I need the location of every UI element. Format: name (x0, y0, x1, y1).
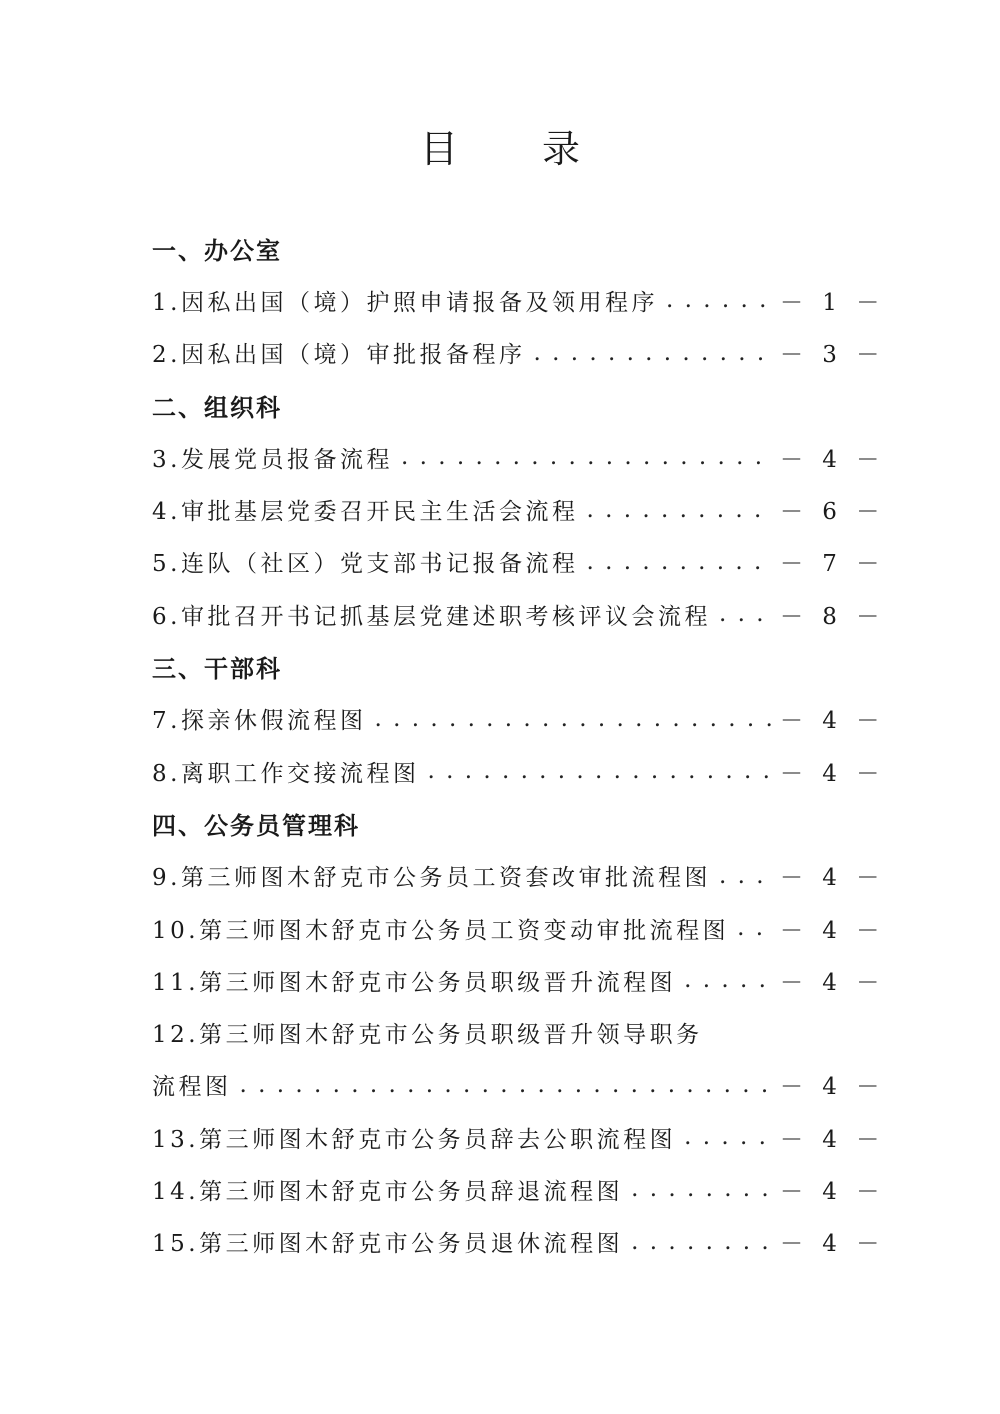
dot-leader (586, 549, 772, 575)
toc-entry-page: － 4 － (780, 1074, 886, 1101)
toc-entry[interactable] (152, 1111, 886, 1163)
section-heading-cadre: 三、干部科 (152, 655, 282, 684)
dot-leader (666, 287, 772, 313)
toc-entry[interactable] (152, 274, 886, 326)
dot-leader (586, 497, 772, 523)
toc-entry-page: － 4 － (780, 865, 886, 892)
toc-entry-label: 6.审批召开书记抓基层党建述职考核评议会流程 (152, 603, 711, 630)
toc-entry[interactable] (152, 536, 886, 588)
toc-entry-label: 10.第三师图木舒克市公务员工资变动审批流程图 (152, 917, 730, 944)
toc-entry-label: 7.探亲休假流程图 (152, 708, 367, 735)
toc-entry[interactable] (152, 693, 886, 745)
section-heading-organization: 二、组织科 (152, 393, 282, 422)
toc-entry-page: － 4 － (780, 1231, 886, 1258)
toc-entry[interactable] (152, 483, 886, 535)
dot-leader (401, 444, 772, 470)
toc-entry-page: － 4 － (780, 917, 886, 944)
toc-entry-page: － 4 － (780, 446, 886, 473)
toc-entry-continuation[interactable] (152, 1059, 886, 1111)
toc-entry-label: 3.发展党员报备流程 (152, 446, 393, 473)
toc-entry-label: 2.因私出国（境）审批报备程序 (152, 342, 526, 369)
toc-entry-label: 5.连队（社区）党支部书记报备流程 (152, 551, 579, 578)
toc-entry-page: － 3 － (780, 342, 886, 369)
dot-leader (533, 340, 772, 366)
toc-entry[interactable] (152, 850, 886, 902)
toc-entry-label: 11.第三师图木舒克市公务员职级晋升流程图 (152, 969, 677, 996)
toc-entry-page: － 6 － (780, 499, 886, 526)
dot-leader (719, 601, 772, 627)
dot-leader (719, 863, 772, 889)
toc-entry-label-continuation: 流程图 (152, 1074, 232, 1101)
section-heading-office: 一、办公室 (152, 236, 282, 265)
toc-entry-page: － 7 － (780, 551, 886, 578)
toc-entry[interactable] (152, 588, 886, 640)
toc-entry-page: － 1 － (780, 289, 886, 316)
toc-entry-label: 15.第三师图木舒克市公务员退休流程图 (152, 1231, 624, 1258)
dot-leader (374, 706, 772, 732)
table-of-contents (152, 222, 886, 1268)
toc-entry-label: 14.第三师图木舒克市公务员辞退流程图 (152, 1178, 624, 1205)
page-title: 目 录 (419, 127, 617, 171)
toc-entry[interactable] (152, 745, 886, 797)
toc-entry-label: 13.第三师图木舒克市公务员辞去公职流程图 (152, 1126, 677, 1153)
toc-entry-page: － 4 － (780, 969, 886, 996)
toc-entry[interactable] (152, 1216, 886, 1268)
dot-leader (427, 758, 772, 784)
toc-entry[interactable] (152, 431, 886, 483)
toc-entry-page: － 4 － (780, 1126, 886, 1153)
toc-entry[interactable] (152, 327, 886, 379)
toc-entry-label: 8.离职工作交接流程图 (152, 760, 420, 787)
toc-entry-label: 12.第三师图木舒克市公务员职级晋升领导职务 (152, 1022, 703, 1049)
toc-entry-label: 4.审批基层党委召开民主生活会流程 (152, 499, 579, 526)
toc-entry[interactable] (152, 1163, 886, 1215)
toc-entry-label: 1.因私出国（境）护照申请报备及领用程序 (152, 289, 658, 316)
dot-leader (684, 967, 772, 993)
toc-entry-label: 9.第三师图木舒克市公务员工资套改审批流程图 (152, 865, 711, 892)
dot-leader (684, 1124, 772, 1150)
dot-leader (240, 1072, 773, 1098)
dot-leader (631, 1229, 772, 1255)
toc-entry-first-line[interactable] (152, 1006, 852, 1058)
dot-leader (737, 915, 772, 941)
dot-leader (631, 1176, 772, 1202)
toc-entry-page: － 4 － (780, 1178, 886, 1205)
section-heading-civil-servant: 四、公务员管理科 (152, 811, 360, 840)
toc-entry-page: － 4 － (780, 760, 886, 787)
toc-entry[interactable] (152, 954, 886, 1006)
toc-entry[interactable] (152, 902, 886, 954)
toc-entry-page: － 4 － (780, 708, 886, 735)
toc-entry-page: － 8 － (780, 603, 886, 630)
